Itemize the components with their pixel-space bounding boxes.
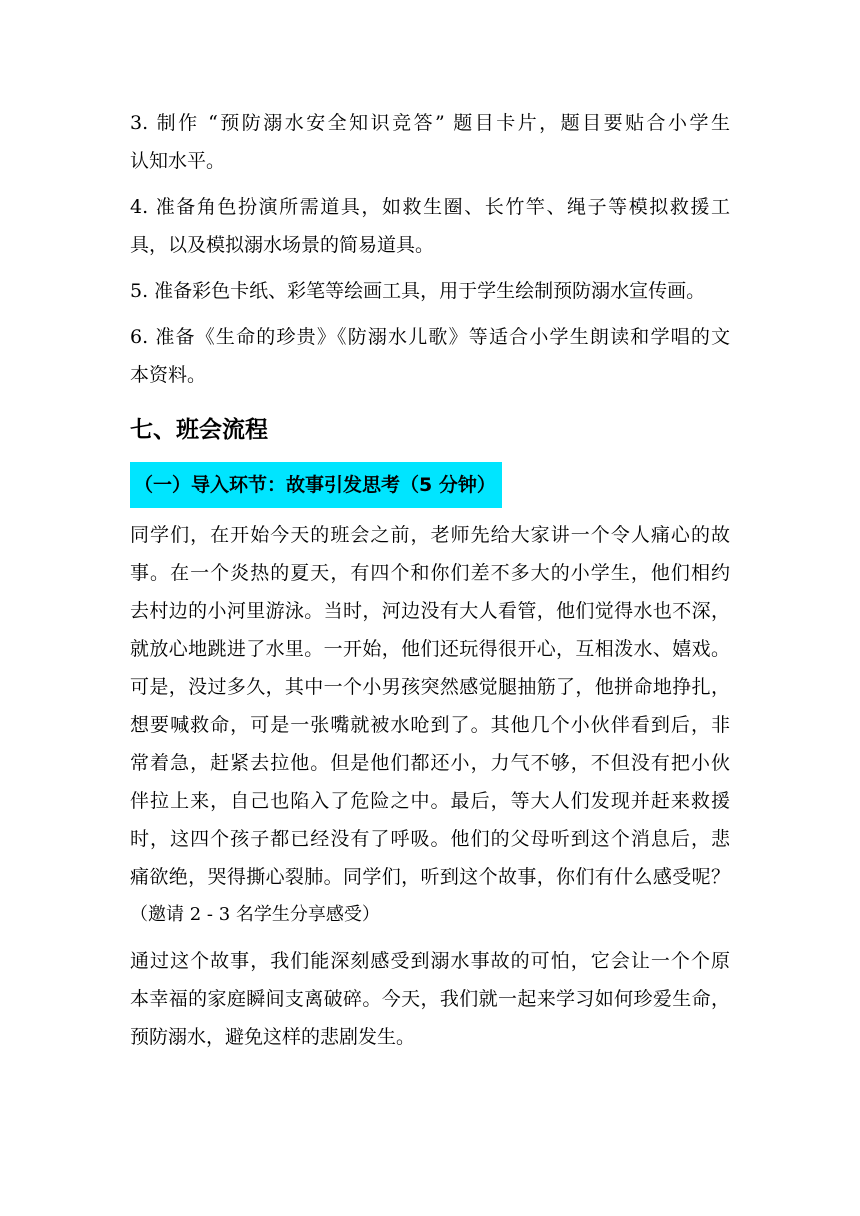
list-item — [130, 104, 730, 180]
list-item-line: 6. 准备《生命的珍贵》《防溺水儿歌》等适合小学生朗读和学唱的文 — [130, 326, 730, 348]
story-line: 事。在一个炎热的夏天，有四个和你们差不多大的小学生，他们相约 — [130, 562, 730, 584]
list-item-line: 3. 制作 “预防溺水安全知识竞答” 题目卡片，题目要贴合小学生 — [130, 112, 730, 134]
story-line: 时，这四个孩子都已经没有了呼吸。他们的父母听到这个消息后，悲 — [130, 828, 730, 850]
story-line: 常着急，赶紧去拉他。但是他们都还小，力气不够，不但没有把小伙 — [130, 752, 730, 774]
list-item-line: 5. 准备彩色卡纸、彩笔等绘画工具，用于学生绘制预防溺水宣传画。 — [130, 280, 706, 302]
conclusion-line: 预防溺水，避免这样的悲剧发生。 — [130, 1026, 416, 1048]
story-line: 可是，没过多久，其中一个小男孩突然感觉腿抽筋了，他拼命地挣扎， — [130, 676, 730, 698]
story-line: 去村边的小河里游泳。当时，河边没有大人看管，他们觉得水也不深， — [130, 600, 730, 622]
story-paragraph — [130, 516, 730, 896]
list-item-line: 4. 准备角色扮演所需道具，如救生圈、长竹竿、绳子等模拟救援工 — [130, 196, 730, 218]
list-item-line: 认知水平。 — [130, 150, 226, 172]
story-line: 伴拉上来，自己也陷入了危险之中。最后，等大人们发现并赶来救援 — [130, 790, 730, 812]
conclusion-paragraph — [130, 942, 730, 1056]
list-item-line: 本资料。 — [130, 364, 207, 386]
section-heading: 七、班会流程 — [130, 417, 268, 443]
story-line: 就放心地跳进了水里。一开始，他们还玩得很开心，互相泼水、嬉戏。 — [130, 638, 730, 660]
list-item — [130, 188, 730, 264]
story-note: （邀请 2 - 3 名学生分享感受） — [130, 904, 380, 925]
story-line: 想要喊救命，可是一张嘴就被水呛到了。其他几个小伙伴看到后，非 — [130, 714, 730, 736]
document-page — [130, 104, 730, 1056]
list-item-line: 具，以及模拟溺水场景的简易道具。 — [130, 234, 435, 256]
story-line: 痛欲绝，哭得撕心裂肺。同学们，听到这个故事，你们有什么感受呢？ — [130, 866, 730, 888]
conclusion-line: 通过这个故事，我们能深刻感受到溺水事故的可怕，它会让一个个原 — [130, 950, 730, 972]
list-item — [130, 318, 730, 394]
conclusion-line: 本幸福的家庭瞬间支离破碎。今天，我们就一起来学习如何珍爱生命， — [130, 988, 730, 1010]
story-line: 同学们，在开始今天的班会之前，老师先给大家讲一个令人痛心的故 — [130, 524, 730, 546]
subsection-heading-highlighted: （一）导入环节：故事引发思考（5 分钟） — [130, 462, 502, 508]
list-item — [130, 272, 730, 310]
